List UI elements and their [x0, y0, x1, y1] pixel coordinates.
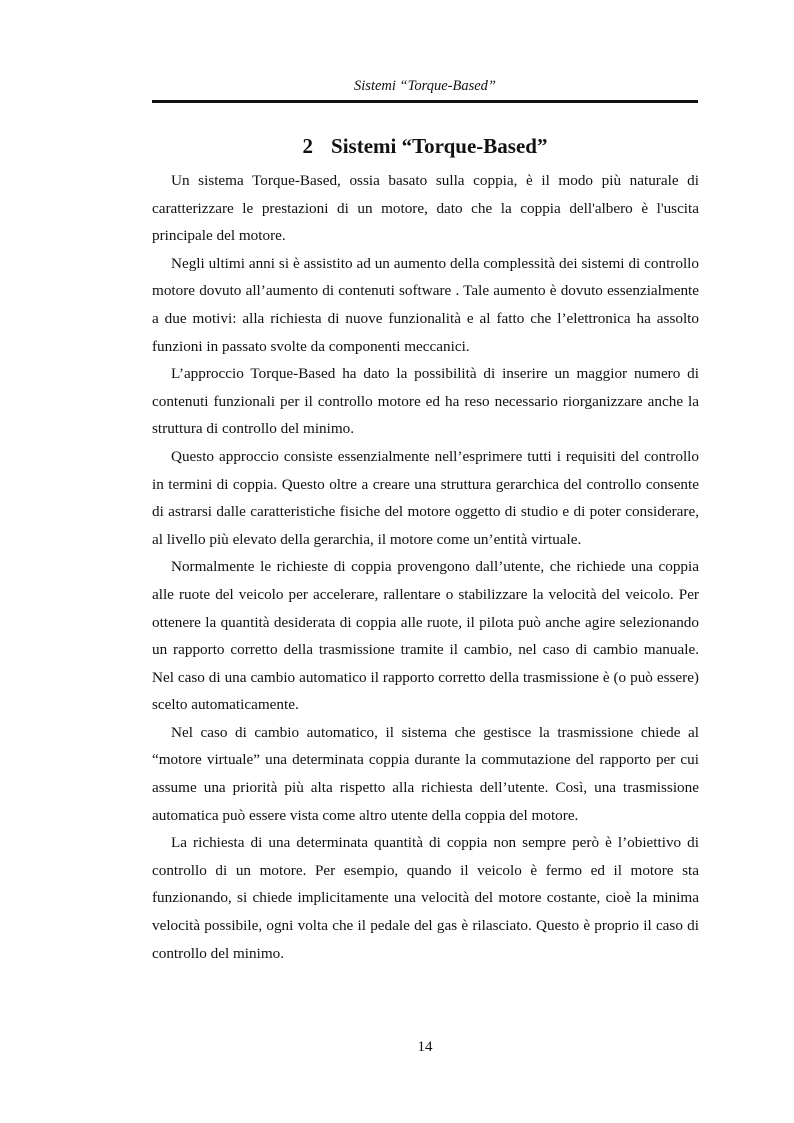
section-title: [152, 133, 698, 159]
header-rule-line: [152, 100, 698, 103]
paragraph: Nel caso di cambio automatico, il sistema che gestisce la trasmissione chiede al “motore virtuale” una determinata coppia durante la commutazione del rapporto per cui assume una priorità più alta rispetto alla richiesta dell’utente. Così, una trasmissione automatica può essere vista come altro utente della coppia del motore.: [152, 723, 699, 824]
body-text: [152, 167, 699, 967]
section-title-text: Sistemi “Torque-Based”: [331, 134, 548, 158]
paragraph: La richiesta di una determinata quantità di coppia non sempre però è l’obiettivo di controllo di un motore. Per esempio, quando il veicolo è fermo ed il motore sta funzionando, si chiede implicitamente una velocità del motore costante, cioè la minima velocità possibile, ogni volta che il pedale del gas è rilasciato. Questo è proprio il caso di controllo del minimo.: [152, 834, 699, 962]
running-header: Sistemi “Torque-Based”: [354, 78, 496, 94]
paragraph: Questo approccio consiste essenzialmente nell’esprimere tutti i requisiti del controllo in termini di coppia. Questo oltre a creare una struttura gerarchica del controllo consente di astrarsi dalle caratteristiche fisiche del motore oggetto di studio e di poter considerare, al livello più elevato della gerarchia, il motore come un’entità virtuale.: [152, 447, 699, 548]
paragraph: Negli ultimi anni si è assistito ad un aumento della complessità dei sistemi di controllo motore dovuto all’aumento di contenuti software . Tale aumento è dovuto essenzialmente a due motivi: alla richiesta di nuove funzionalità e al fatto che l’elettronica ha assolto funzioni in passato svolte da componenti meccanici.: [152, 254, 699, 355]
paragraph: L’approccio Torque-Based ha dato la possibilità di inserire un maggior numero di contenuti funzionali per il controllo motore ed ha reso necessario riorganizzare anche la struttura di controllo del minimo.: [152, 365, 699, 438]
section-number: 2: [302, 134, 314, 158]
paragraph: Un sistema Torque-Based, ossia basato sulla coppia, è il modo più naturale di caratterizzare le prestazioni di un motore, dato che la coppia dell'albero è l'uscita principale del motore.: [152, 172, 699, 245]
page-number: 14: [417, 1039, 433, 1055]
paragraph: Normalmente le richieste di coppia provengono dall’utente, che richiede una coppia alle ruote del veicolo per accelerare, rallentare o stabilizzare la velocità del veicolo. Per ottenere la quantità desiderata di coppia alle ruote, il pilota può anche agire selezionando un rapporto corretto della trasmissione tramite il cambio, nel caso di cambio manuale. Nel caso di una cambio automatico il rapporto corretto della trasmissione è (o può essere) scelto automaticamente.: [152, 558, 699, 714]
